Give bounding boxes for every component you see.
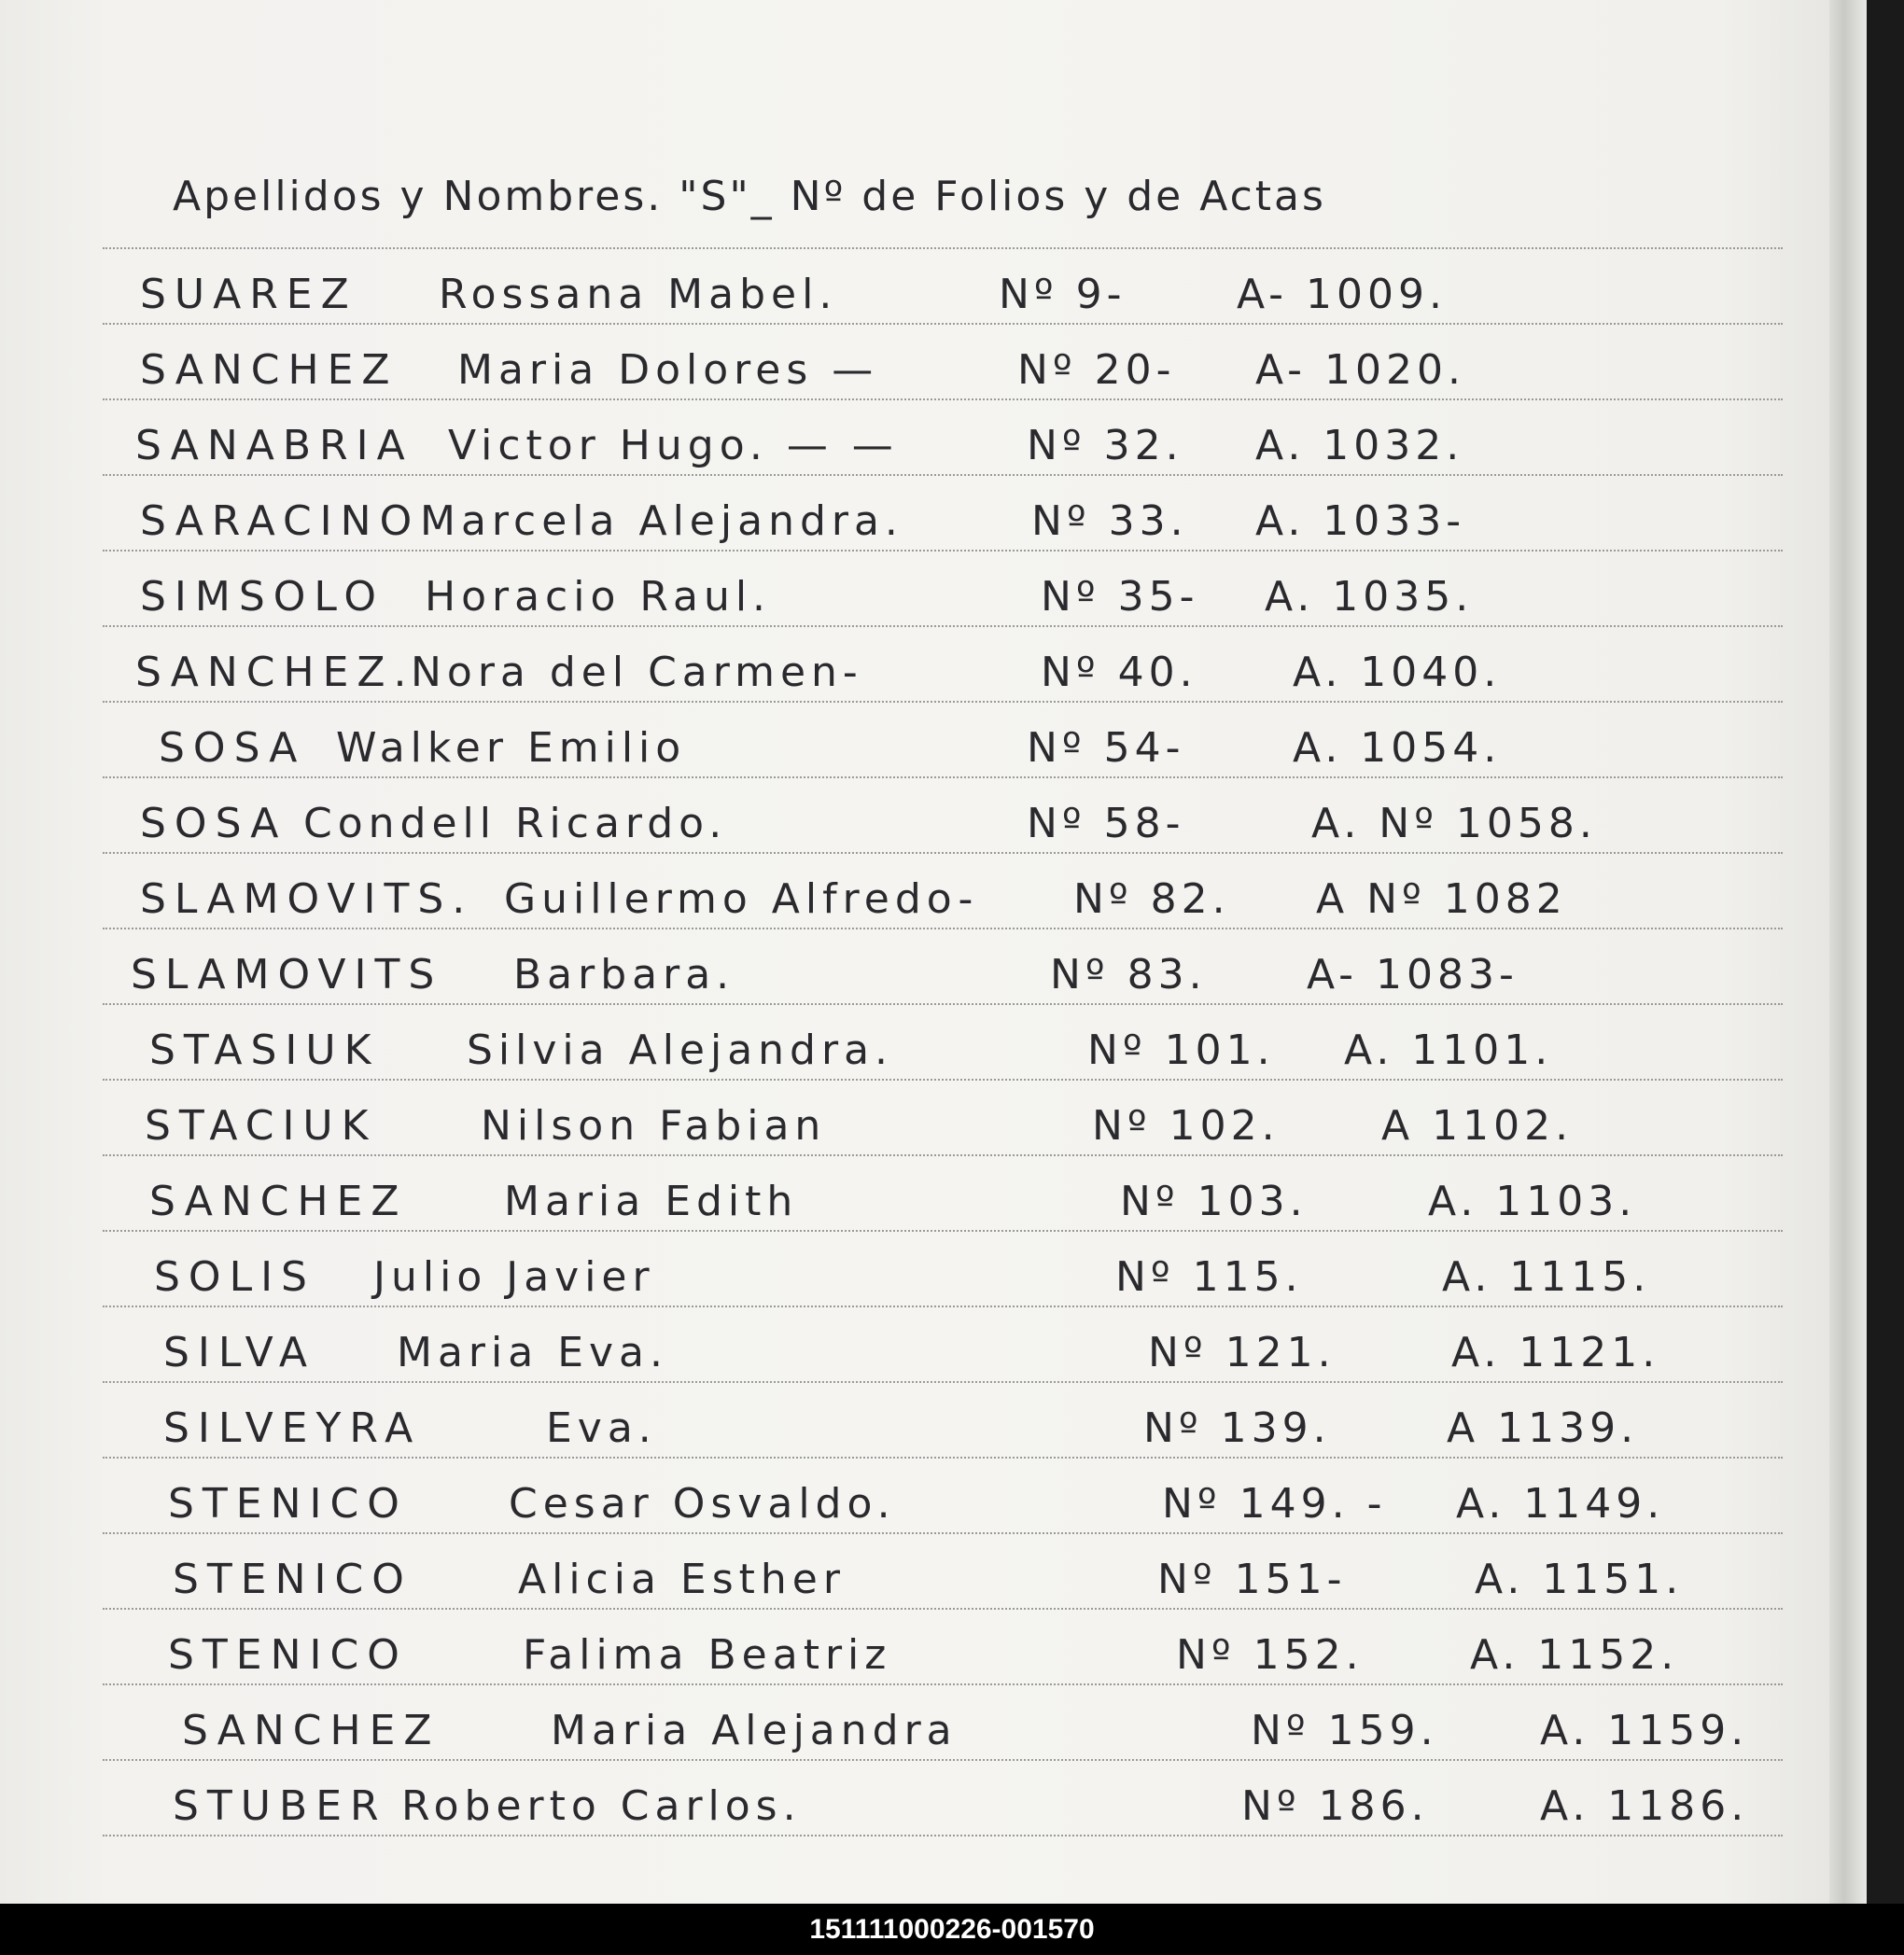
entry-surname: STENICO (168, 1480, 408, 1528)
entry-given-names: Nilson Fabian (481, 1102, 827, 1150)
entry-folio: Nº 33. (1031, 497, 1188, 545)
entry-given-names: Maria Edith (504, 1178, 799, 1225)
entry-folio: Nº 82. (1073, 875, 1230, 923)
entry-folio: Nº 152. (1176, 1631, 1364, 1679)
entry-given-names: Victor Hugo. — — (448, 422, 899, 469)
ruled-line (103, 1079, 1783, 1081)
entry-folio: Nº 32. (1027, 422, 1183, 469)
entry-acta: A. 1040. (1293, 649, 1502, 696)
ruled-line (103, 625, 1783, 627)
entry-acta: A 1139. (1447, 1404, 1639, 1452)
entry-acta: A- 1083- (1307, 951, 1519, 998)
entry-acta: A. 1121. (1451, 1329, 1660, 1376)
ruled-line (103, 398, 1783, 400)
entry-given-names: Condell Ricardo. (303, 800, 728, 847)
entry-surname: SOSA (140, 800, 287, 847)
entry-surname: SLAMOVITS. (140, 875, 474, 923)
entry-folio: Nº 54- (1027, 724, 1185, 772)
entry-acta: A. 1103. (1428, 1178, 1637, 1225)
entry-surname: SILVEYRA (163, 1404, 422, 1452)
entry-acta: A. 1101. (1344, 1026, 1553, 1074)
entry-surname: SIMSOLO (140, 573, 385, 621)
entry-given-names: Marcela Alejandra. (420, 497, 903, 545)
entry-surname: SILVA (163, 1329, 315, 1376)
page-edge (1829, 0, 1867, 1904)
entry-given-names: Julio Javier (373, 1253, 655, 1301)
entry-given-names: Falima Beatriz (523, 1631, 892, 1679)
ruled-line (103, 1003, 1783, 1005)
entry-given-names: Silvia Alejandra. (467, 1026, 894, 1074)
ruled-line (103, 928, 1783, 929)
ruled-line (103, 1608, 1783, 1610)
entry-surname: SANCHEZ (149, 1178, 408, 1225)
entry-given-names: Alicia Esther (518, 1556, 846, 1603)
entry-folio: Nº 103. (1120, 1178, 1308, 1225)
entry-acta: A. 1186. (1540, 1782, 1749, 1830)
entry-surname: STASIUK (149, 1026, 380, 1074)
ruled-line (103, 550, 1783, 552)
entry-acta: A- 1020. (1255, 346, 1465, 394)
entry-surname: SUAREZ (140, 271, 357, 318)
ruled-line (103, 247, 1783, 249)
entry-surname: STENICO (168, 1631, 408, 1679)
entry-surname: SANCHEZ. (135, 649, 415, 696)
entry-surname: SOSA (159, 724, 306, 772)
entry-surname: SANCHEZ (140, 346, 399, 394)
entry-surname: SLAMOVITS (131, 951, 443, 998)
entry-folio: Nº 139. (1143, 1404, 1331, 1452)
entry-surname: SANABRIA (135, 422, 413, 469)
ruled-line (103, 1532, 1783, 1534)
entry-folio: Nº 9- (999, 271, 1127, 318)
entry-folio: Nº 186. (1241, 1782, 1429, 1830)
entry-folio: Nº 35- (1041, 573, 1199, 621)
entry-given-names: Maria Dolores — (457, 346, 879, 394)
ruled-line (103, 1154, 1783, 1156)
entry-given-names: Guillermo Alfredo- (504, 875, 979, 923)
ruled-line (103, 701, 1783, 703)
entry-given-names: Roberto Carlos. (401, 1782, 802, 1830)
entry-folio: Nº 40. (1041, 649, 1197, 696)
entry-folio: Nº 58- (1027, 800, 1185, 847)
ruled-line (103, 1381, 1783, 1383)
entry-folio: Nº 83. (1050, 951, 1207, 998)
entry-folio: Nº 151- (1157, 1556, 1347, 1603)
entry-folio: Nº 121. (1148, 1329, 1336, 1376)
entry-surname: STACIUK (145, 1102, 377, 1150)
entry-acta: A. 1159. (1540, 1707, 1749, 1754)
entry-given-names: Eva. (546, 1404, 657, 1452)
entry-acta: A. 1054. (1293, 724, 1502, 772)
ruled-line (103, 1457, 1783, 1459)
entry-given-names: Horacio Raul. (425, 573, 772, 621)
entry-folio: Nº 159. (1251, 1707, 1438, 1754)
ruled-line (103, 1759, 1783, 1761)
archive-id: 151111000226-001570 (809, 1914, 1095, 1945)
ruled-line (103, 474, 1783, 476)
entry-given-names: Nora del Carmen- (411, 649, 863, 696)
entry-folio: Nº 115. (1115, 1253, 1303, 1301)
entry-given-names: Maria Alejandra (551, 1707, 958, 1754)
entry-surname: SOLIS (154, 1253, 315, 1301)
entry-surname: STENICO (173, 1556, 413, 1603)
entry-acta: A. 1115. (1442, 1253, 1651, 1301)
entry-given-names: Rossana Mabel. (439, 271, 838, 318)
entry-given-names: Cesar Osvaldo. (509, 1480, 896, 1528)
entry-acta: A. Nº 1058. (1311, 800, 1597, 847)
ruled-line (103, 1683, 1783, 1685)
entry-given-names: Maria Eva. (397, 1329, 668, 1376)
archive-id-bar (0, 1904, 1904, 1955)
entry-acta: A 1102. (1381, 1102, 1574, 1150)
entry-acta: A. 1152. (1470, 1631, 1679, 1679)
entry-surname: SARACINO (140, 497, 421, 545)
entry-acta: A- 1009. (1237, 271, 1447, 318)
ruled-line (103, 776, 1783, 778)
ruled-line (103, 1230, 1783, 1232)
ruled-line (103, 323, 1783, 325)
entry-folio: Nº 20- (1017, 346, 1176, 394)
ruled-line (103, 1835, 1783, 1836)
entry-acta: A. 1035. (1265, 573, 1474, 621)
entry-surname: SANCHEZ (182, 1707, 441, 1754)
entry-acta: A. 1151. (1475, 1556, 1684, 1603)
entry-folio: Nº 102. (1092, 1102, 1280, 1150)
entry-surname: STUBER (173, 1782, 387, 1830)
entry-given-names: Walker Emilio (336, 724, 687, 772)
entry-acta: A. 1033- (1255, 497, 1466, 545)
entry-acta: A. 1149. (1456, 1480, 1665, 1528)
ruled-line (103, 852, 1783, 854)
entry-folio: Nº 149. - (1162, 1480, 1387, 1528)
entry-acta: A. 1032. (1255, 422, 1464, 469)
ruled-line (103, 1306, 1783, 1307)
entry-folio: Nº 101. (1087, 1026, 1275, 1074)
entry-given-names: Barbara. (513, 951, 735, 998)
entry-acta: A Nº 1082 (1316, 875, 1567, 923)
ledger-header: Apellidos y Nombres. "S"_ Nº de Folios y de Actas (173, 173, 1326, 220)
